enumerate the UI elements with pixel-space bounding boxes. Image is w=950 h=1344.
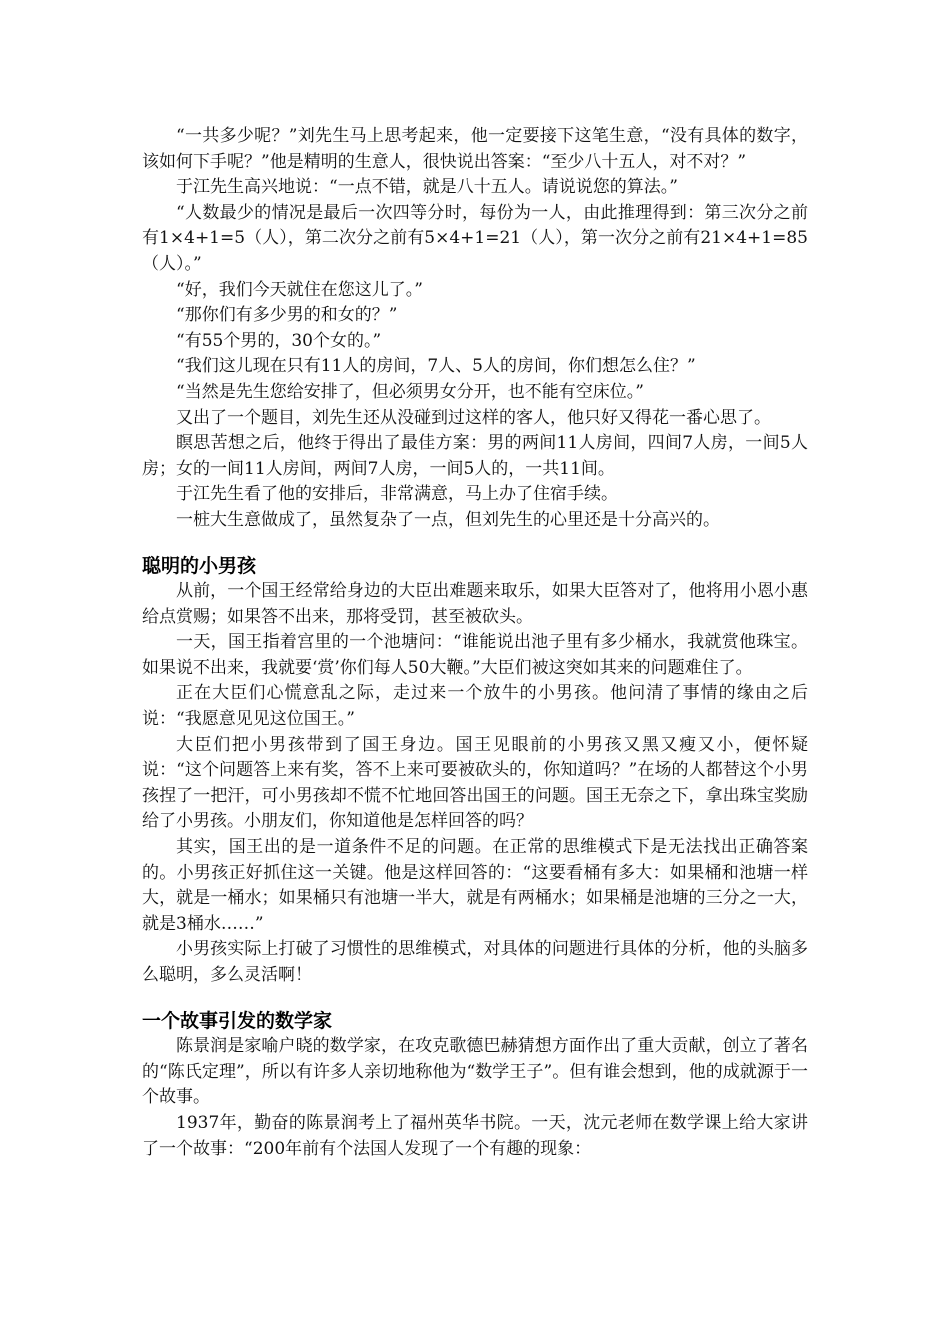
- paragraph: “有55个男的，30个女的。”: [176, 330, 382, 351]
- paragraph: 于江先生高兴地说：“一点不错，就是八十五人。请说说您的算法。”: [176, 177, 678, 198]
- paragraph: “那你们有多少男的和女的？”: [176, 305, 398, 326]
- paragraph: “我们这儿现在只有11人的房间，7人、5人的房间，你们想怎么住？”: [176, 356, 696, 377]
- paragraph: 1937年，勤奋的陈景润考上了福州英华书院。一天，沈元老师在数学课上给大家讲了一个故事：“200年前有个法国人发现了一个有趣的现象：: [142, 1112, 808, 1159]
- paragraph: 一天，国王指着宫里的一个池塘问：“谁能说出池子里有多少桶水，我就赏他珠宝。如果说不出来，我就要‘赏’你们每人50大鞭。”大臣们被这突如其来的问题难住了。: [142, 632, 808, 678]
- section-heading: 聪明的小男孩: [142, 554, 257, 577]
- paragraph: 大臣们把小男孩带到了国王身边。国王见眼前的小男孩又黑又瘦又小，便怀疑说：“这个问题答上来有奖，答不上来可要被砍头的，你知道吗？”在场的人都替这个小男孩捏了一把汗，可小男孩却不慌不忙地回答出国王的问题。国王无奈之下，拿出珠宝奖励给了小男孩。小朋友们，你知道他是怎样回答的吗？: [142, 734, 808, 832]
- paragraph: 从前，一个国王经常给身边的大臣出难题来取乐，如果大臣答对了，他将用小恩小惠给点赏赐；如果答不出来，那将受罚，甚至被砍头。: [142, 581, 808, 627]
- paragraph: 一桩大生意做成了，虽然复杂了一点，但刘先生的心里还是十分高兴的。: [176, 509, 720, 530]
- paragraph: “人数最少的情况是最后一次四等分时，每份为一人，由此推理得到：第三次分之前有1×4+1=5（人），第二次分之前有5×4+1=21（人），第一次分之前有21×4+1=85（人）。”: [142, 202, 808, 274]
- paragraph: “好，我们今天就住在您这儿了。”: [176, 279, 423, 300]
- story-clever-boy: [142, 554, 808, 989]
- document-page: [142, 124, 808, 1162]
- paragraph: 陈景润是家喻户晓的数学家，在攻克歌德巴赫猜想方面作出了重大贡献，创立了著名的“陈氏定理”，所以有许多人亲切地称他为“数学王子”。但有谁会想到，他的成就源于一个故事。: [142, 1036, 808, 1108]
- paragraph: 瞑思苦想之后，他终于得出了最佳方案：男的两间11人房间，四间7人房，一间5人房；女的一间11人房间，两间7人房，一间5人的，一共11间。: [142, 433, 808, 479]
- section-heading: 一个故事引发的数学家: [142, 1009, 333, 1032]
- paragraph: 正在大臣们心慌意乱之际，走过来一个放牛的小男孩。他问清了事情的缘由之后说：“我愿意见见这位国王。”: [142, 683, 808, 730]
- paragraph: 其实，国王出的是一道条件不足的问题。在正常的思维模式下是无法找出正确答案的。小男孩正好抓住这一关键。他是这样回答的：“这要看桶有多大：如果桶和池塘一样大，就是一桶水；如果桶只有池塘一半大，就是有两桶水；如果桶是池塘的三分之一大，就是3桶水……”: [142, 837, 808, 934]
- paragraph: 又出了一个题目，刘先生还从没碰到过这样的客人，他只好又得花一番心思了。: [176, 407, 771, 428]
- paragraph: 于江先生看了他的安排后，非常满意，马上办了住宿手续。: [176, 484, 618, 505]
- paragraph: 小男孩实际上打破了习惯性的思维模式，对具体的问题进行具体的分析，他的头脑多么聪明，多么灵活啊！: [142, 939, 808, 985]
- story-mathematician: [142, 1009, 808, 1163]
- paragraph: “一共多少呢？”刘先生马上思考起来，他一定要接下这笔生意，“没有具体的数字，该如何下手呢？”他是精明的生意人，很快说出答案：“至少八十五人，对不对？”: [142, 126, 808, 172]
- paragraph: “当然是先生您给安排了，但必须男女分开，也不能有空床位。”: [176, 381, 644, 402]
- intro-story: [142, 124, 808, 534]
